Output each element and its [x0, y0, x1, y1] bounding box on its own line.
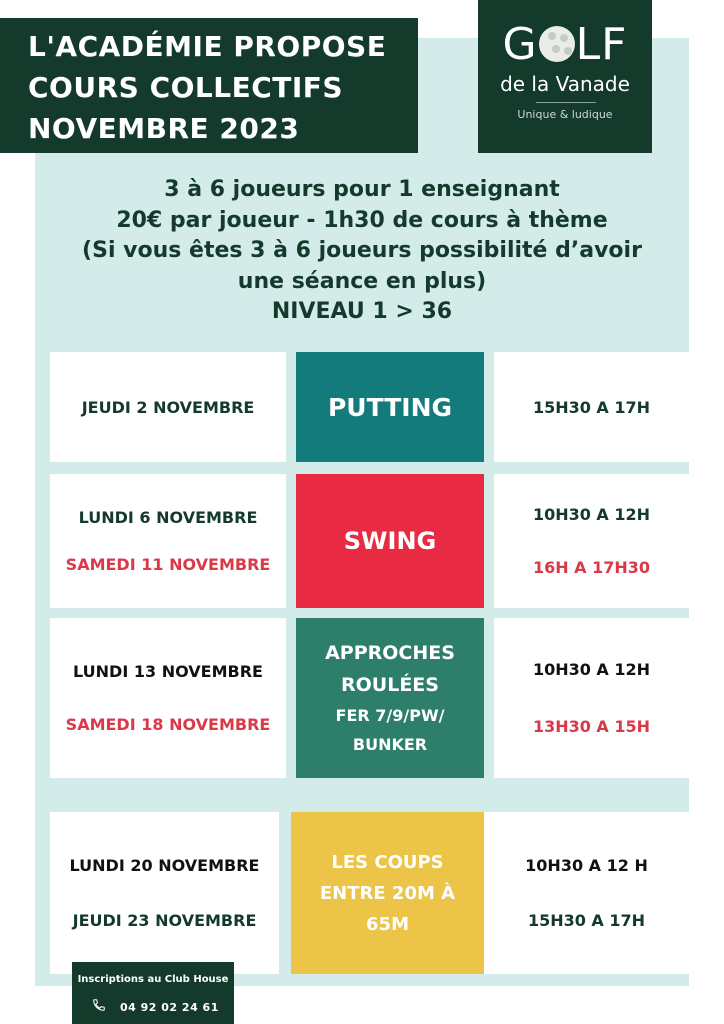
logo-divider	[536, 102, 596, 103]
logo-subtitle: de la Vanade	[500, 72, 630, 96]
theme-swing-label: SWING	[343, 527, 437, 555]
date-jeudi-2: JEUDI 2 NOVEMBRE	[81, 397, 255, 417]
theme-putting-label: PUTTING	[327, 392, 453, 422]
info-line-4: une séance en plus)	[237, 268, 487, 294]
theme-coups-line-2: ENTRE 20M À	[319, 882, 456, 904]
theme-approches-line-1: APPROCHES	[325, 642, 455, 664]
schedule-times-approches	[494, 618, 689, 778]
info-line-3: (Si vous êtes 3 à 6 joueurs possibilité d’avoir	[82, 238, 642, 263]
date-lundi-13: LUNDI 13 NOVEMBRE	[73, 662, 263, 681]
theme-coups-line-3: 65M	[366, 913, 409, 935]
theme-putting	[296, 352, 484, 462]
schedule-dates-approches	[50, 618, 286, 778]
info-line-5: NIVEAU 1 > 36	[271, 299, 453, 324]
date-lundi-6: LUNDI 6 NOVEMBRE	[78, 508, 258, 527]
logo-tagline: Unique & ludique	[517, 108, 613, 121]
theme-approches-line-2: ROULÉES	[341, 674, 439, 696]
page-title	[0, 18, 418, 153]
date-lundi-20: LUNDI 20 NOVEMBRE	[69, 856, 260, 875]
schedule-times-coups	[484, 812, 689, 974]
logo-word-start: G	[502, 19, 538, 70]
date-samedi-11: SAMEDI 11 NOVEMBRE	[65, 555, 271, 574]
theme-swing	[296, 474, 484, 608]
schedule-dates-coups	[50, 812, 279, 974]
contact-footer	[72, 962, 234, 1024]
schedule-times-swing	[494, 474, 689, 608]
schedule-dates-putting	[50, 352, 286, 462]
info-line-1: 3 à 6 joueurs pour 1 enseignant	[164, 177, 560, 202]
phone-icon	[92, 998, 106, 1012]
logo-wordmark	[478, 20, 652, 70]
schedule-dates-swing	[50, 474, 286, 608]
date-jeudi-23: JEUDI 23 NOVEMBRE	[72, 911, 257, 930]
logo-word-end: LF	[575, 19, 628, 70]
time-coups-2: 15H30 A 17H	[527, 911, 646, 930]
time-approches-2: 13H30 A 15H	[532, 717, 651, 736]
time-putting-1: 15H30 A 17H	[532, 397, 651, 417]
time-approches-1: 10H30 A 12H	[532, 660, 651, 679]
time-swing-1: 10H30 A 12H	[532, 505, 651, 524]
course-info	[35, 175, 689, 328]
info-line-2: 20€ par joueur - 1h30 de cours à thème	[116, 207, 608, 233]
footer-phone-number[interactable]: 04 92 02 24 61	[120, 1001, 219, 1014]
theme-approches-line-4: BUNKER	[352, 735, 428, 754]
footer-label: Inscriptions au Club House	[77, 974, 229, 985]
date-samedi-18: SAMEDI 18 NOVEMBRE	[65, 715, 271, 734]
theme-approches	[296, 618, 484, 778]
title-line-3: NOVEMBRE 2023	[28, 112, 300, 145]
title-line-2: COURS COLLECTIFS	[28, 71, 344, 104]
schedule-times-putting	[494, 352, 689, 462]
time-coups-1: 10H30 A 12 H	[525, 856, 648, 875]
time-swing-2: 16H A 17H30	[532, 558, 651, 577]
theme-coups-line-1: LES COUPS	[331, 851, 444, 873]
theme-approches-line-3: FER 7/9/PW/	[335, 706, 445, 725]
golf-ball-icon	[539, 26, 575, 62]
golf-logo	[478, 0, 652, 153]
theme-coups	[291, 812, 484, 974]
title-line-1: L'ACADÉMIE PROPOSE	[28, 30, 387, 63]
